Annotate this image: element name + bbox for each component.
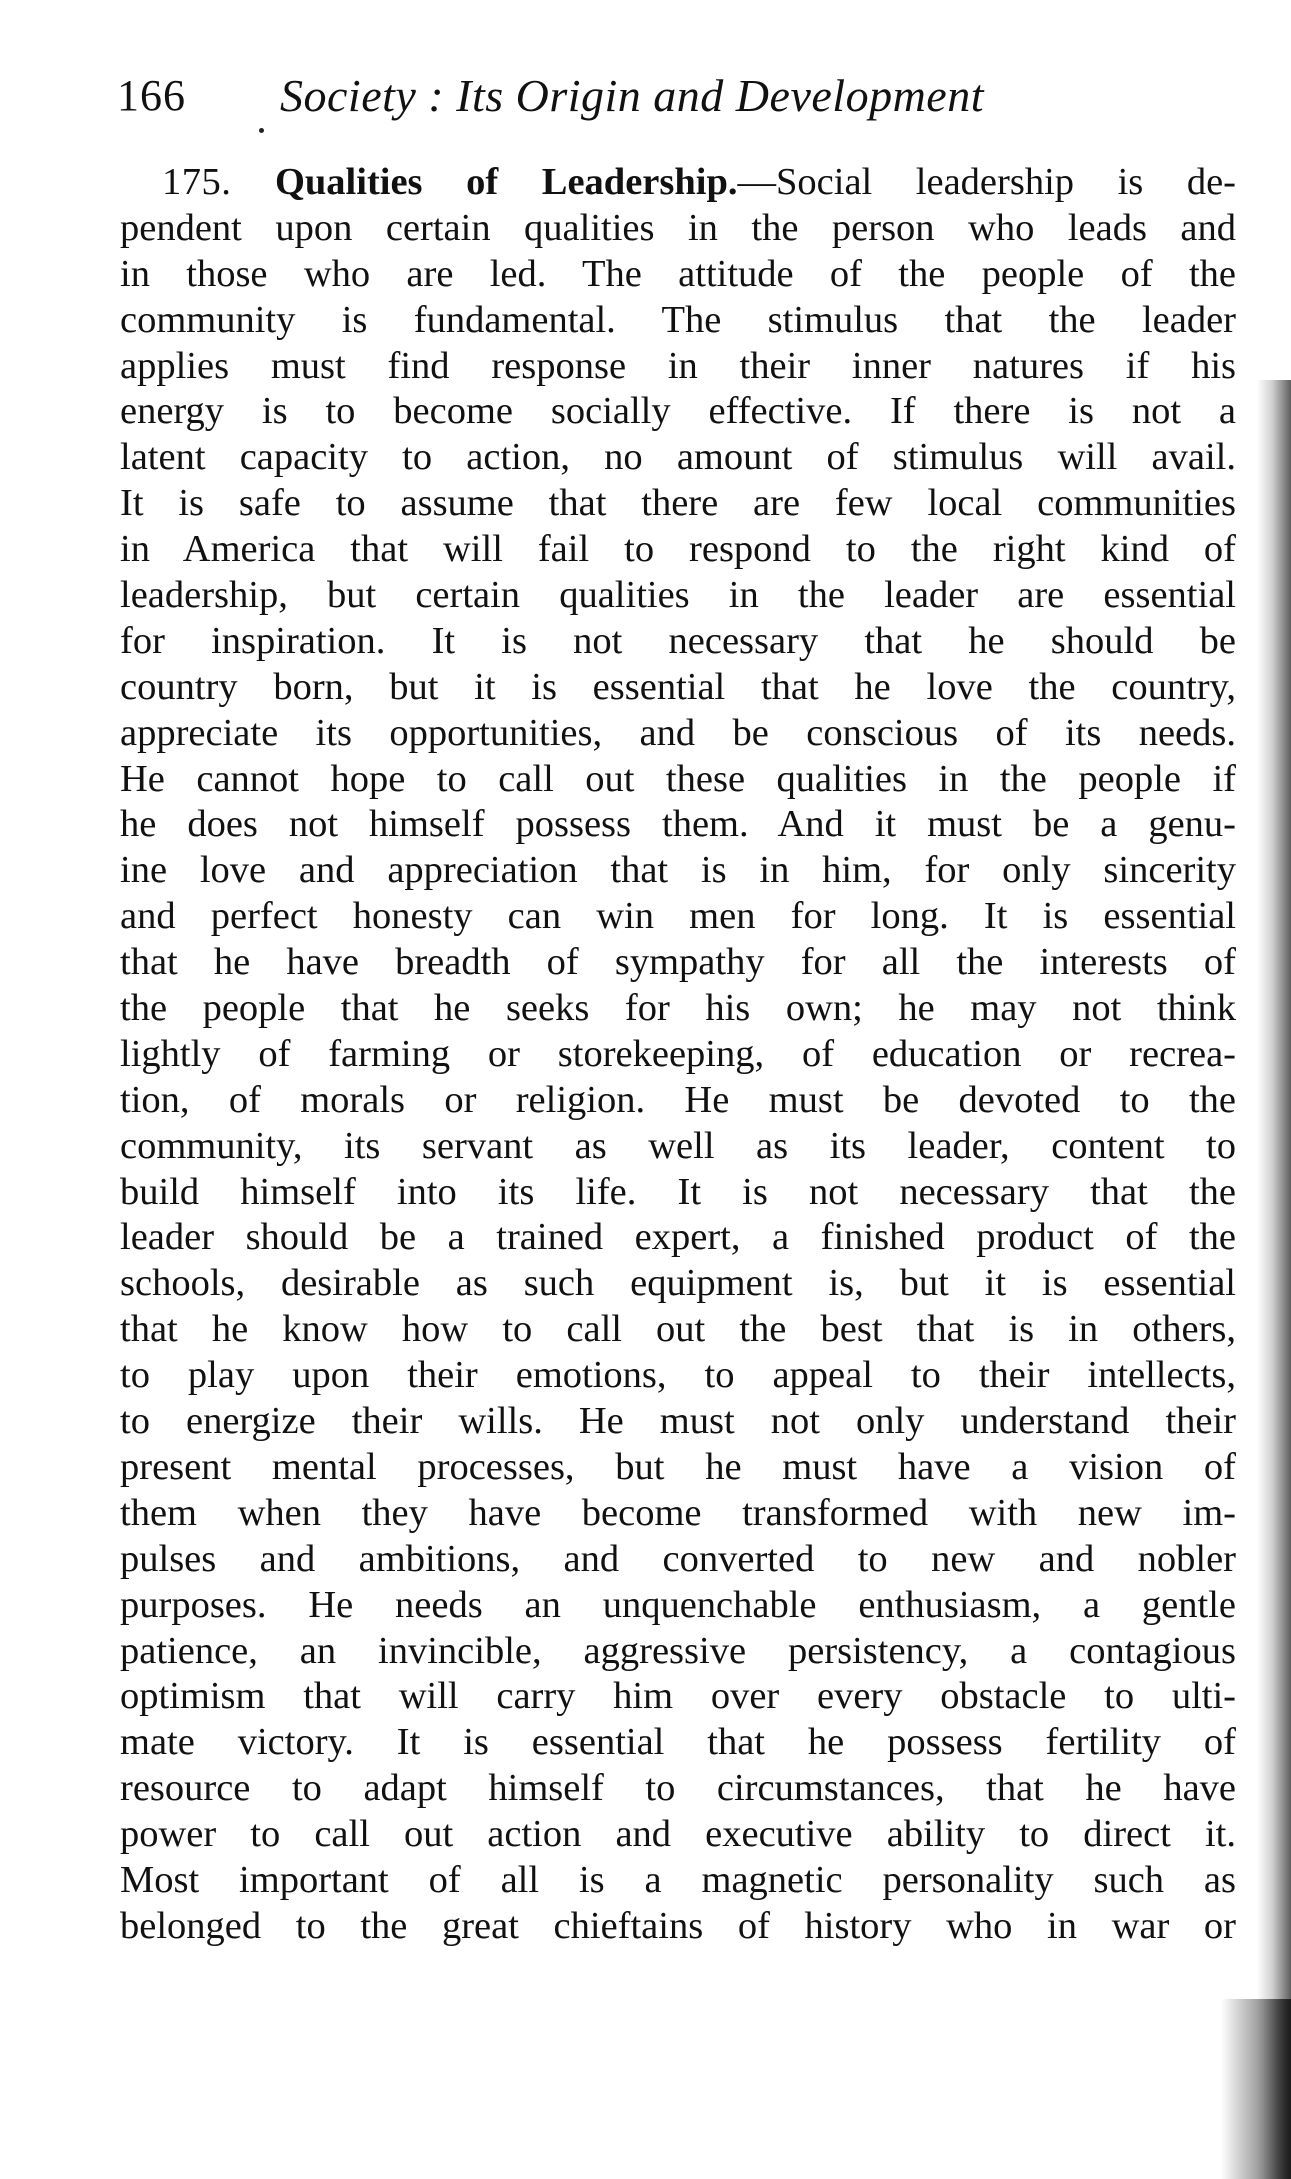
paragraph-first-line bbox=[120, 160, 1236, 206]
text-line: applies must find response in their inner natures if his bbox=[120, 344, 1236, 387]
text-line: patience, an invincible, aggressive persistency, a contagious bbox=[120, 1629, 1236, 1672]
text-line: mate victory. It is essential that he possess fertility of bbox=[120, 1721, 1236, 1764]
first-line-text: —Social leadership is de- bbox=[737, 161, 1236, 203]
text-line: to energize their wills. He must not only understand their bbox=[120, 1400, 1236, 1443]
text-line: pendent upon certain qualities in the person who leads and bbox=[120, 206, 1236, 249]
text-line: in those who are led. The attitude of the people of the bbox=[120, 252, 1236, 295]
section-number: 175. bbox=[162, 161, 232, 203]
text-line: appreciate its opportunities, and be conscious of its needs. bbox=[120, 711, 1236, 754]
text-line: purposes. He needs an unquenchable enthusiasm, a gentle bbox=[120, 1583, 1236, 1626]
text-line: the people that he seeks for his own; he may not think bbox=[120, 987, 1236, 1030]
text-line: community, its servant as well as its leader, content to bbox=[120, 1124, 1236, 1167]
text-line: in America that will fail to respond to the right kind of bbox=[120, 528, 1236, 571]
text-line: optimism that will carry him over every obstacle to ulti- bbox=[120, 1675, 1236, 1718]
text-line: leader should be a trained expert, a finished product of the bbox=[120, 1216, 1236, 1259]
text-line: lightly of farming or storekeeping, of education or recrea- bbox=[120, 1032, 1236, 1075]
page-number: 166 bbox=[117, 71, 186, 120]
text-line: energy is to become socially effective. If there is not a bbox=[120, 390, 1236, 433]
text-line: schools, desirable as such equipment is, but it is essential bbox=[120, 1262, 1236, 1305]
body-text bbox=[120, 160, 1236, 1950]
text-line: community is fundamental. The stimulus that the leader bbox=[120, 298, 1236, 341]
text-line: for inspiration. It is not necessary that he should be bbox=[120, 619, 1236, 662]
text-line: to play upon their emotions, to appeal to their intellects, bbox=[120, 1354, 1236, 1397]
scan-shadow-corner bbox=[1221, 1999, 1291, 2179]
text-line: latent capacity to action, no amount of stimulus will avail. bbox=[120, 436, 1236, 479]
page-header bbox=[117, 66, 1237, 126]
text-line: ine love and appreciation that is in him, for only sincerity bbox=[120, 849, 1236, 892]
text-line: Most important of all is a magnetic personality such as bbox=[120, 1858, 1236, 1901]
text-line: belonged to the great chieftains of history who in war or bbox=[120, 1904, 1236, 1947]
text-line: It is safe to assume that there are few local communities bbox=[120, 482, 1236, 525]
text-line: leadership, but certain qualities in the leader are essential bbox=[120, 574, 1236, 617]
text-line: and perfect honesty can win men for long. It is essential bbox=[120, 895, 1236, 938]
text-line: resource to adapt himself to circumstances, that he have bbox=[120, 1767, 1236, 1810]
running-title: Society : Its Origin and Development bbox=[280, 70, 984, 121]
text-line: build himself into its life. It is not necessary that the bbox=[120, 1170, 1236, 1213]
section-title: Qualities of Leadership. bbox=[274, 161, 738, 203]
text-line: he does not himself possess them. And it must be a genu- bbox=[120, 803, 1236, 846]
scan-shadow-edge bbox=[1257, 380, 1291, 2179]
text-line: country born, but it is essential that he love the country, bbox=[120, 665, 1236, 708]
text-line: them when they have become transformed with new im- bbox=[120, 1491, 1236, 1534]
ink-speck bbox=[259, 128, 264, 133]
text-line: tion, of morals or religion. He must be devoted to the bbox=[120, 1078, 1236, 1121]
text-line: that he know how to call out the best that is in others, bbox=[120, 1308, 1236, 1351]
text-line: present mental processes, but he must have a vision of bbox=[120, 1445, 1236, 1488]
text-line: that he have breadth of sympathy for all the interests of bbox=[120, 941, 1236, 984]
text-line: pulses and ambitions, and converted to new and nobler bbox=[120, 1537, 1236, 1580]
text-line: power to call out action and executive ability to direct it. bbox=[120, 1813, 1236, 1856]
text-line: He cannot hope to call out these qualities in the people if bbox=[120, 757, 1236, 800]
